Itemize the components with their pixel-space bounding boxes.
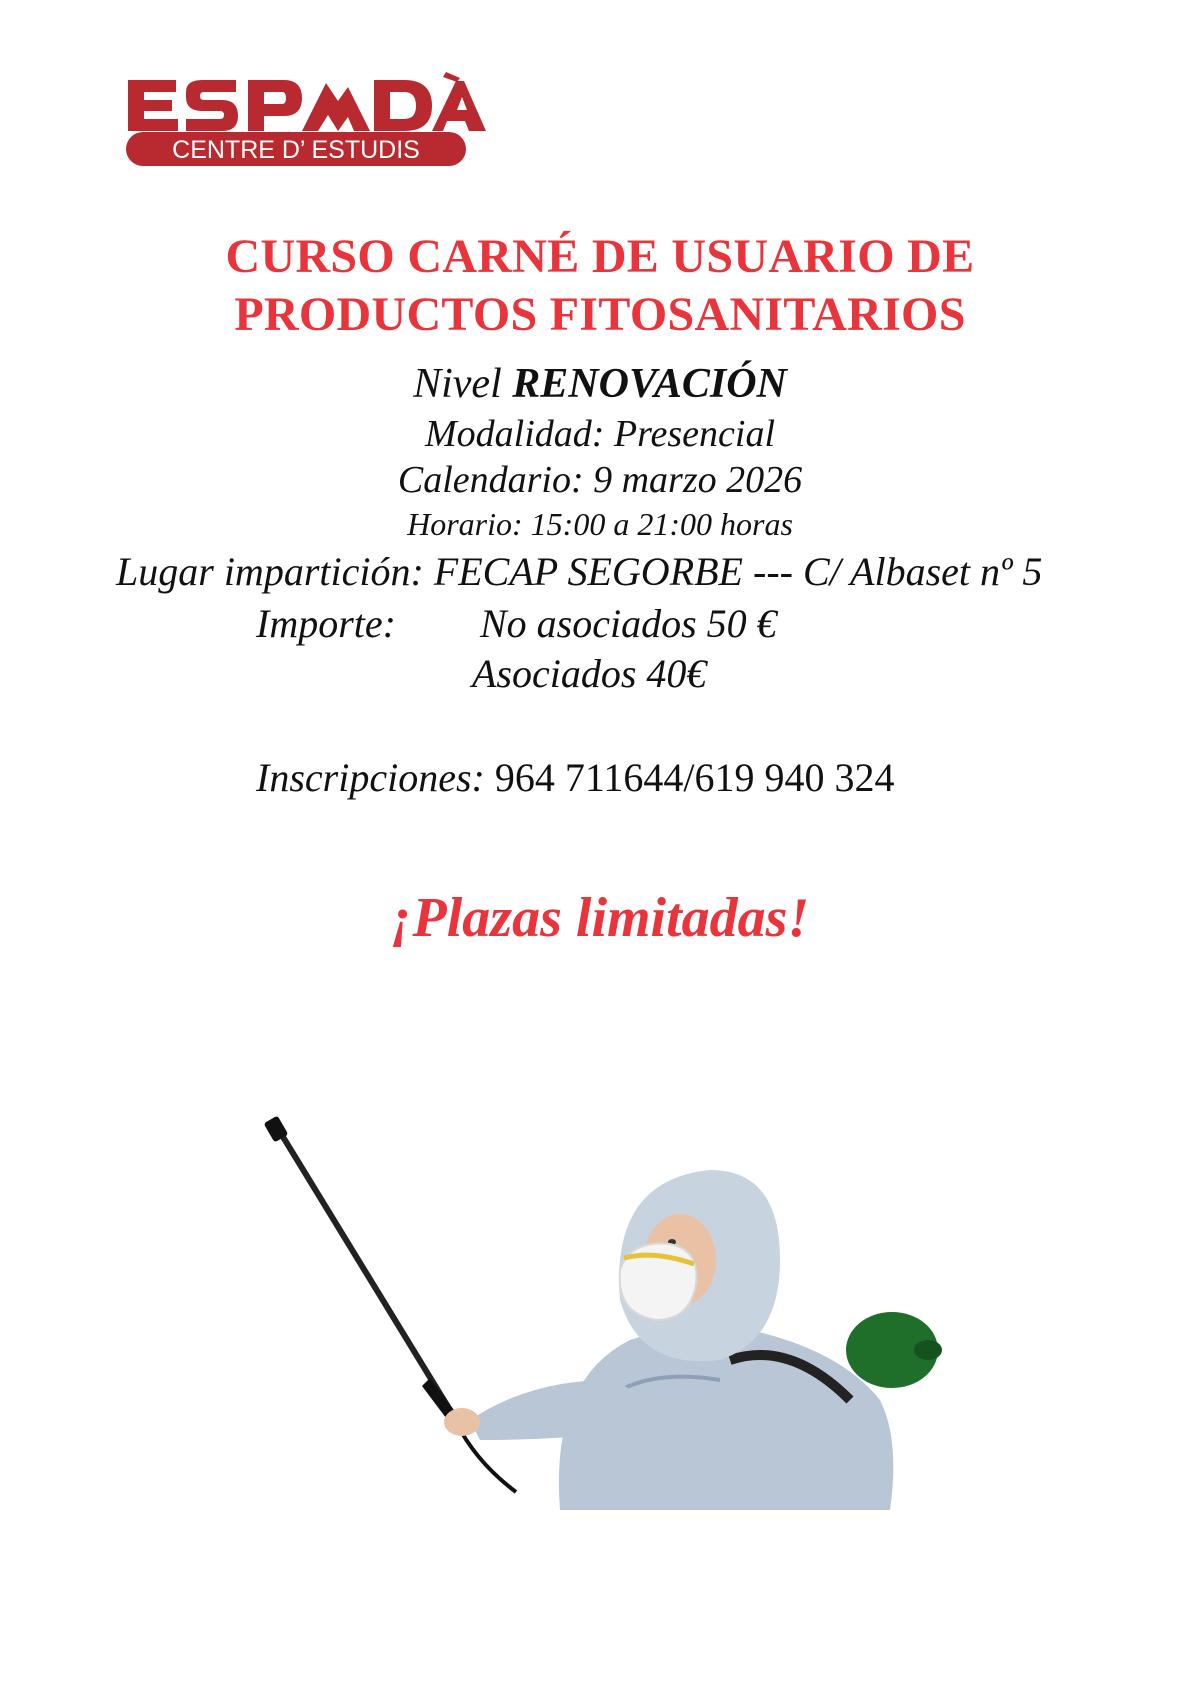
price-members: Asociados 40€ bbox=[472, 651, 707, 696]
registration-label: Inscripciones: bbox=[256, 755, 485, 800]
level-value: RENOVACIÓN bbox=[512, 361, 787, 407]
modality-line: Modalidad: Presencial bbox=[424, 413, 775, 455]
tank-cap bbox=[914, 1340, 942, 1360]
calendar-line: Calendario: 9 marzo 2026 bbox=[397, 459, 803, 501]
registration-phones: 964 711644/619 940 324 bbox=[494, 755, 895, 800]
course-title bbox=[0, 228, 1200, 344]
sprayer-worker-illustration bbox=[260, 1110, 1020, 1510]
espada-logo bbox=[124, 70, 486, 170]
logo-subtitle: CENTRE D’ ESTUDIS bbox=[172, 136, 420, 164]
spray-lance bbox=[280, 1132, 450, 1410]
location-line: Lugar impartición: FECAP SEGORBE --- C/ Albaset nº 5 bbox=[116, 549, 1043, 594]
course-title-line-1: CURSO CARNÉ DE USUARIO DE bbox=[225, 230, 975, 283]
schedule-line: Horario: 15:00 a 21:00 horas bbox=[407, 506, 793, 542]
price-non-members: No asociados 50 € bbox=[480, 601, 777, 646]
hand bbox=[444, 1408, 480, 1436]
limited-places-callout: ¡Plazas limitadas! bbox=[390, 887, 810, 949]
arm bbox=[470, 1380, 637, 1440]
level-label: Nivel bbox=[413, 361, 502, 407]
price-label: Importe: bbox=[256, 601, 396, 646]
level-line bbox=[0, 360, 1200, 408]
registration-line bbox=[256, 754, 894, 801]
course-title-line-2: PRODUCTOS FITOSANITARIOS bbox=[234, 288, 966, 341]
